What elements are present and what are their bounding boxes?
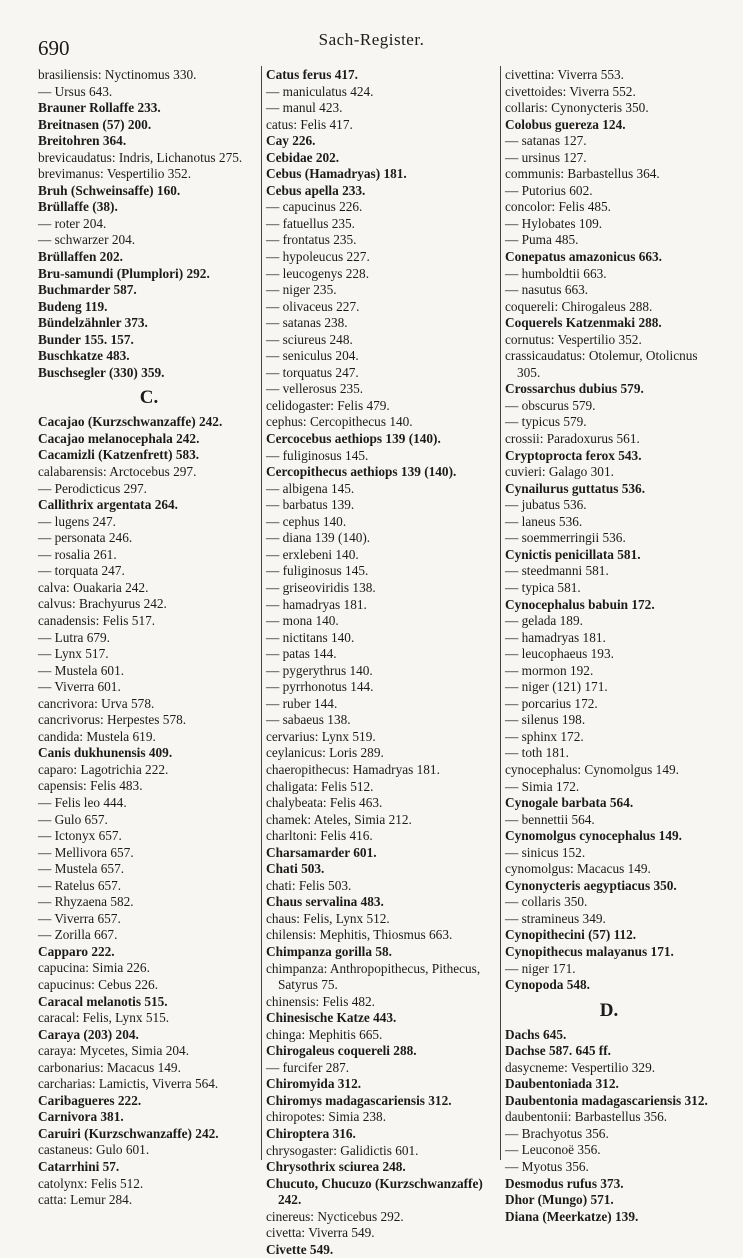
- index-entry: — torquatus 247.: [266, 364, 359, 380]
- index-entry: Conepatus amazonicus 663.: [505, 249, 662, 265]
- index-entry: — jubatus 536.: [505, 497, 587, 513]
- index-entry: Cacajao melanocephala 242.: [38, 430, 200, 446]
- index-entry: — fuliginosus 145.: [266, 447, 369, 463]
- index-entry: Dachs 645.: [505, 1026, 567, 1042]
- index-entry: canadensis: Felis 517.: [38, 612, 156, 628]
- index-entry: Chiroptera 316.: [266, 1126, 356, 1141]
- index-entry: chamek: Ateles, Simia 212.: [266, 811, 412, 827]
- index-entry: Capparo 222.: [38, 943, 115, 959]
- index-entry: Cacamizli (Katzenfrett) 583.: [38, 447, 200, 463]
- index-entry: — Mellivora 657.: [38, 844, 134, 860]
- index-entry: Cynocephalus babuin 172.: [505, 596, 655, 612]
- index-entry: Cebidae 202.: [266, 149, 340, 165]
- index-entry: Cercopithecus aethiops 139 (140).: [266, 464, 457, 480]
- index-entry: brevicaudatus: Indris, Lichanotus 275.: [38, 149, 243, 165]
- index-entry: — Puma 485.: [505, 232, 579, 248]
- index-entry: Diana (Meerkatze) 139.: [505, 1208, 639, 1224]
- index-entry: carbonarius: Macacus 149.: [38, 1059, 181, 1075]
- index-entry: — furcifer 287.: [266, 1059, 350, 1075]
- index-entry: — toth 181.: [505, 745, 569, 761]
- index-entry: — Felis leo 444.: [38, 794, 127, 810]
- index-entry: civettina: Viverra 553.: [505, 67, 624, 82]
- index-entry: — satanas 127.: [505, 133, 587, 149]
- index-entry: — sciureus 248.: [266, 331, 353, 347]
- index-entry: Colobus guereza 124.: [505, 116, 626, 132]
- index-entry: catus: Felis 417.: [266, 116, 353, 132]
- index-entry: Bruh (Schweinsaffe) 160.: [38, 182, 181, 198]
- index-entry: caraya: Mycetes, Simia 204.: [38, 1043, 190, 1059]
- index-entry: cervarius: Lynx 519.: [266, 728, 376, 744]
- index-entry: — Mustela 657.: [38, 861, 125, 877]
- index-entry: — gelada 189.: [505, 613, 583, 629]
- index-entry: Charsamarder 601.: [266, 844, 377, 860]
- index-entry: — nasutus 663.: [505, 282, 589, 298]
- index-entry: — mormon 192.: [505, 662, 594, 678]
- index-entry: — hamadryas 181.: [505, 629, 606, 645]
- index-entry: — ruber 144.: [266, 695, 338, 711]
- index-entry: catolynx: Felis 512.: [38, 1175, 144, 1191]
- index-entry: chimpanza: Anthropopithecus, Pithecus, Satyrus 75.: [266, 960, 484, 993]
- index-entry: Desmodus rufus 373.: [505, 1175, 624, 1191]
- index-entry: — sabaeus 138.: [266, 712, 351, 728]
- index-entry: — Perodicticus 297.: [38, 480, 147, 496]
- index-entry: — Zorilla 667.: [38, 927, 118, 943]
- index-entry: civetta: Viverra 549.: [266, 1225, 375, 1241]
- index-entry: — patas 144.: [266, 646, 337, 662]
- index-entry: Cynailurus guttatus 536.: [505, 480, 646, 496]
- index-entry: Callithrix argentata 264.: [38, 497, 178, 513]
- index-entry: chrysogaster: Galidictis 601.: [266, 1142, 419, 1158]
- index-entry: — Myotus 356.: [505, 1159, 589, 1174]
- index-entry: concolor: Felis 485.: [505, 199, 611, 215]
- index-entry: Cynonycteris aegyptiacus 350.: [505, 877, 677, 893]
- column-divider: [500, 66, 501, 1160]
- index-entry: Buschkatze 483.: [38, 348, 130, 364]
- index-entry: — sphinx 172.: [505, 728, 584, 744]
- index-entry: — manul 423.: [266, 100, 343, 116]
- index-entry: — sinicus 152.: [505, 844, 586, 860]
- index-entry: communis: Barbastellus 364.: [505, 166, 660, 182]
- index-entry: — soemmerringii 536.: [505, 530, 626, 546]
- index-entry: Bündelzähnler 373.: [38, 315, 148, 331]
- index-entry: — mona 140.: [266, 613, 339, 629]
- index-entry: — nictitans 140.: [266, 629, 355, 645]
- index-entry: cinereus: Nycticebus 292.: [266, 1208, 404, 1224]
- section-letter: C.: [139, 387, 159, 409]
- index-entry: charltoni: Felis 416.: [266, 828, 373, 844]
- index-entry: — Simia 172.: [505, 778, 580, 794]
- index-entry: Cynopithecini (57) 112.: [505, 927, 637, 943]
- index-entry: Caracal melanotis 515.: [38, 993, 168, 1009]
- index-entry: castaneus: Gulo 601.: [38, 1142, 150, 1158]
- index-entry: cynomolgus: Macacus 149.: [505, 861, 651, 877]
- index-entry: crossii: Paradoxurus 561.: [505, 431, 640, 447]
- page-number: 690: [38, 36, 70, 60]
- index-entry: — steedmanni 581.: [505, 563, 609, 579]
- index-entry: Cynictis penicillata 581.: [505, 546, 641, 562]
- index-entry: Breitohren 364.: [38, 133, 127, 149]
- index-entry: — Gulo 657.: [38, 811, 108, 827]
- index-entry: — albigena 145.: [266, 480, 355, 496]
- index-entry: — bennettii 564.: [505, 811, 595, 827]
- index-entry: — Lutra 679.: [38, 629, 111, 645]
- index-entry: — cephus 140.: [266, 513, 347, 529]
- index-entry: Cynopoda 548.: [505, 977, 590, 993]
- index-entry: Caruiri (Kurzschwanzaffe) 242.: [38, 1125, 219, 1141]
- index-entry: — leucophaeus 193.: [505, 646, 614, 662]
- index-entry: — schwarzer 204.: [38, 232, 136, 248]
- index-entry: chinensis: Felis 482.: [266, 993, 375, 1009]
- index-entry: chaeropithecus: Hamadryas 181.: [266, 761, 440, 777]
- index-column-2: [266, 67, 499, 1258]
- index-entry: — frontatus 235.: [266, 232, 357, 248]
- index-entry: chaligata: Felis 512.: [266, 778, 374, 794]
- index-entry: — ursinus 127.: [505, 149, 587, 165]
- index-column-1: [38, 67, 260, 1209]
- index-entry: — maniculatus 424.: [266, 83, 374, 99]
- index-entry: — pyrrhonotus 144.: [266, 679, 374, 695]
- index-entry: calvus: Brachyurus 242.: [38, 596, 167, 612]
- index-entry: caracal: Felis, Lynx 515.: [38, 1010, 170, 1026]
- index-entry: cancrivorus: Herpestes 578.: [38, 712, 187, 728]
- index-entry: Cynomolgus cynocephalus 149.: [505, 828, 682, 844]
- index-entry: coquereli: Chirogaleus 288.: [505, 298, 653, 314]
- index-entry: Chucuto, Chucuzo (Kurzschwanzaffe) 242.: [266, 1175, 487, 1208]
- index-entry: Catus ferus 417.: [266, 67, 358, 82]
- index-entry: cornutus: Vespertilio 352.: [505, 331, 642, 347]
- index-entry: — fatuellus 235.: [266, 215, 356, 231]
- index-entry: — typicus 579.: [505, 414, 587, 430]
- index-entry: Crossarchus dubius 579.: [505, 381, 644, 397]
- running-head: Sach-Register.: [318, 30, 425, 49]
- index-entry: — niger 171.: [505, 960, 576, 976]
- index-entry: calva: Ouakaria 242.: [38, 579, 149, 595]
- index-entry: carcharias: Lamictis, Viverra 564.: [38, 1076, 219, 1092]
- index-entry: chiropotes: Simia 238.: [266, 1109, 387, 1125]
- index-entry: Dachse 587. 645 ff.: [505, 1043, 611, 1059]
- index-entry: — Lynx 517.: [38, 646, 109, 662]
- index-entry: chilensis: Mephitis, Thiosmus 663.: [266, 927, 453, 943]
- index-entry: — seniculus 204.: [266, 348, 359, 364]
- index-entry: capensis: Felis 483.: [38, 778, 143, 794]
- index-entry: Caribagueres 222.: [38, 1092, 142, 1108]
- index-entry: — Hylobates 109.: [505, 215, 603, 231]
- index-entry: — obscurus 579.: [505, 397, 596, 413]
- index-entry: Brauner Rollaffe 233.: [38, 100, 161, 116]
- index-entry: Chati 503.: [266, 861, 325, 877]
- index-entry: — roter 204.: [38, 215, 107, 231]
- index-entry: Brüllaffen 202.: [38, 249, 123, 265]
- index-entry: Coquerels Katzenmaki 288.: [505, 315, 662, 331]
- index-entry: cephus: Cercopithecus 140.: [266, 414, 413, 430]
- column-divider: [261, 66, 262, 1160]
- index-entry: — stramineus 349.: [505, 910, 606, 926]
- index-entry: Chiromyida 312.: [266, 1076, 362, 1092]
- index-entry: Cebus apella 233.: [266, 182, 366, 198]
- index-entry: cancrivora: Urva 578.: [38, 695, 155, 711]
- index-entry: — olivaceus 227.: [266, 298, 360, 314]
- index-entry: chalybeata: Felis 463.: [266, 795, 383, 811]
- index-entry: — fuliginosus 145.: [266, 563, 369, 579]
- index-entry: Canis dukhunensis 409.: [38, 745, 173, 761]
- index-entry: Daubentoniada 312.: [505, 1076, 619, 1092]
- index-entry: — typica 581.: [505, 579, 581, 595]
- index-entry: Cercocebus aethiops 139 (140).: [266, 431, 441, 447]
- index-entry: Buchmarder 587.: [38, 282, 137, 298]
- index-entry: — niger 235.: [266, 282, 337, 298]
- index-entry: — porcarius 172.: [505, 695, 598, 711]
- index-entry: — silenus 198.: [505, 712, 586, 728]
- index-entry: cuvieri: Galago 301.: [505, 464, 614, 480]
- index-entry: Cryptoprocta ferox 543.: [505, 447, 642, 463]
- index-entry: Breitnasen (57) 200.: [38, 116, 152, 132]
- index-entry: Bru-samundi (Plumplori) 292.: [38, 265, 210, 281]
- index-entry: cynocephalus: Cynomolgus 149.: [505, 761, 679, 777]
- index-entry: — Ictonyx 657.: [38, 828, 122, 844]
- index-entry: Brüllaffe (38).: [38, 199, 118, 215]
- index-entry: — Leuconoë 356.: [505, 1142, 601, 1158]
- index-entry: — Putorius 602.: [505, 182, 593, 198]
- index-entry: — Viverra 657.: [38, 910, 121, 926]
- index-entry: Bunder 155. 157.: [38, 331, 134, 347]
- index-entry: — Viverra 601.: [38, 679, 121, 695]
- index-entry: Dhor (Mungo) 571.: [505, 1192, 614, 1208]
- index-entry: — torquata 247.: [38, 563, 125, 579]
- index-entry: Cebus (Hamadryas) 181.: [266, 166, 407, 182]
- index-entry: — griseoviridis 138.: [266, 579, 376, 595]
- index-entry: — personata 246.: [38, 530, 133, 546]
- index-entry: Budeng 119.: [38, 298, 108, 314]
- index-entry: brevimanus: Vespertilio 352.: [38, 166, 192, 182]
- index-entry: Cay 226.: [266, 133, 316, 149]
- index-entry: Carnivora 381.: [38, 1109, 124, 1125]
- index-entry: — capucinus 226.: [266, 199, 363, 215]
- index-entry: Chimpanza gorilla 58.: [266, 943, 392, 959]
- index-entry: — laneus 536.: [505, 513, 583, 529]
- index-column-3: [505, 67, 713, 1225]
- section-letter: D.: [599, 999, 619, 1021]
- index-entry: Cacajao (Kurzschwanzaffe) 242.: [38, 414, 223, 430]
- index-entry: — barbatus 139.: [266, 497, 355, 513]
- index-entry: — collaris 350.: [505, 894, 588, 910]
- index-entry: Caraya (203) 204.: [38, 1026, 139, 1042]
- index-entry: — humboldtii 663.: [505, 265, 607, 281]
- index-entry: ceylanicus: Loris 289.: [266, 745, 384, 761]
- index-entry: capucinus: Cebus 226.: [38, 976, 159, 992]
- index-entry: — Ratelus 657.: [38, 877, 122, 893]
- index-entry: — niger (121) 171.: [505, 679, 608, 695]
- index-entry: Chaus servalina 483.: [266, 894, 384, 910]
- index-entry: — erxlebeni 140.: [266, 546, 359, 562]
- index-entry: celidogaster: Felis 479.: [266, 397, 390, 413]
- index-entry: capucina: Simia 226.: [38, 960, 150, 976]
- index-entry: civettoides: Viverra 552.: [505, 83, 636, 99]
- index-entry: crassicaudatus: Otolemur, Otolicnus 305.: [505, 348, 701, 380]
- index-entry: Cynogale barbata 564.: [505, 795, 634, 811]
- index-entry: candida: Mustela 619.: [38, 728, 156, 744]
- index-entry: — vellerosus 235.: [266, 381, 364, 397]
- index-entry: — lugens 247.: [38, 513, 116, 529]
- index-entry: — hypoleucus 227.: [266, 249, 370, 265]
- index-entry: chaus: Felis, Lynx 512.: [266, 910, 390, 926]
- index-entry: Chinesische Katze 443.: [266, 1010, 397, 1026]
- index-entry: — diana 139 (140).: [266, 530, 371, 546]
- index-entry: Chiromys madagascariensis 312.: [266, 1092, 452, 1108]
- index-entry: — pygerythrus 140.: [266, 662, 373, 678]
- index-entry: — satanas 238.: [266, 315, 348, 331]
- index-entry: — rosalia 261.: [38, 546, 117, 562]
- index-entry: Daubentonia madagascariensis 312.: [505, 1092, 708, 1108]
- index-entry: Catarrhini 57.: [38, 1159, 120, 1174]
- index-entry: Chrysothrix sciurea 248.: [266, 1159, 406, 1175]
- index-entry: Civette 549.: [266, 1241, 334, 1257]
- index-entry: — Mustela 601.: [38, 662, 125, 678]
- index-entry: catta: Lemur 284.: [38, 1192, 133, 1208]
- index-entry: — hamadryas 181.: [266, 596, 367, 612]
- index-entry: daubentonii: Barbastellus 356.: [505, 1109, 668, 1125]
- index-entry: brasiliensis: Nyctinomus 330.: [38, 67, 197, 82]
- index-entry: collaris: Cynonycteris 350.: [505, 100, 649, 116]
- index-entry: dasycneme: Vespertilio 329.: [505, 1059, 656, 1075]
- index-entry: Chirogaleus coquereli 288.: [266, 1043, 417, 1059]
- index-entry: chinga: Mephitis 665.: [266, 1026, 383, 1042]
- index-entry: caparo: Lagotrichia 222.: [38, 761, 169, 777]
- index-entry: chati: Felis 503.: [266, 877, 352, 893]
- index-entry: Buschsegler (330) 359.: [38, 364, 165, 380]
- index-entry: — Ursus 643.: [38, 83, 113, 99]
- index-entry: — Brachyotus 356.: [505, 1125, 609, 1141]
- index-entry: calabarensis: Arctocebus 297.: [38, 464, 197, 480]
- index-entry: — leucogenys 228.: [266, 265, 370, 281]
- index-entry: — Rhyzaena 582.: [38, 894, 134, 910]
- index-entry: Cynopithecus malayanus 171.: [505, 943, 674, 959]
